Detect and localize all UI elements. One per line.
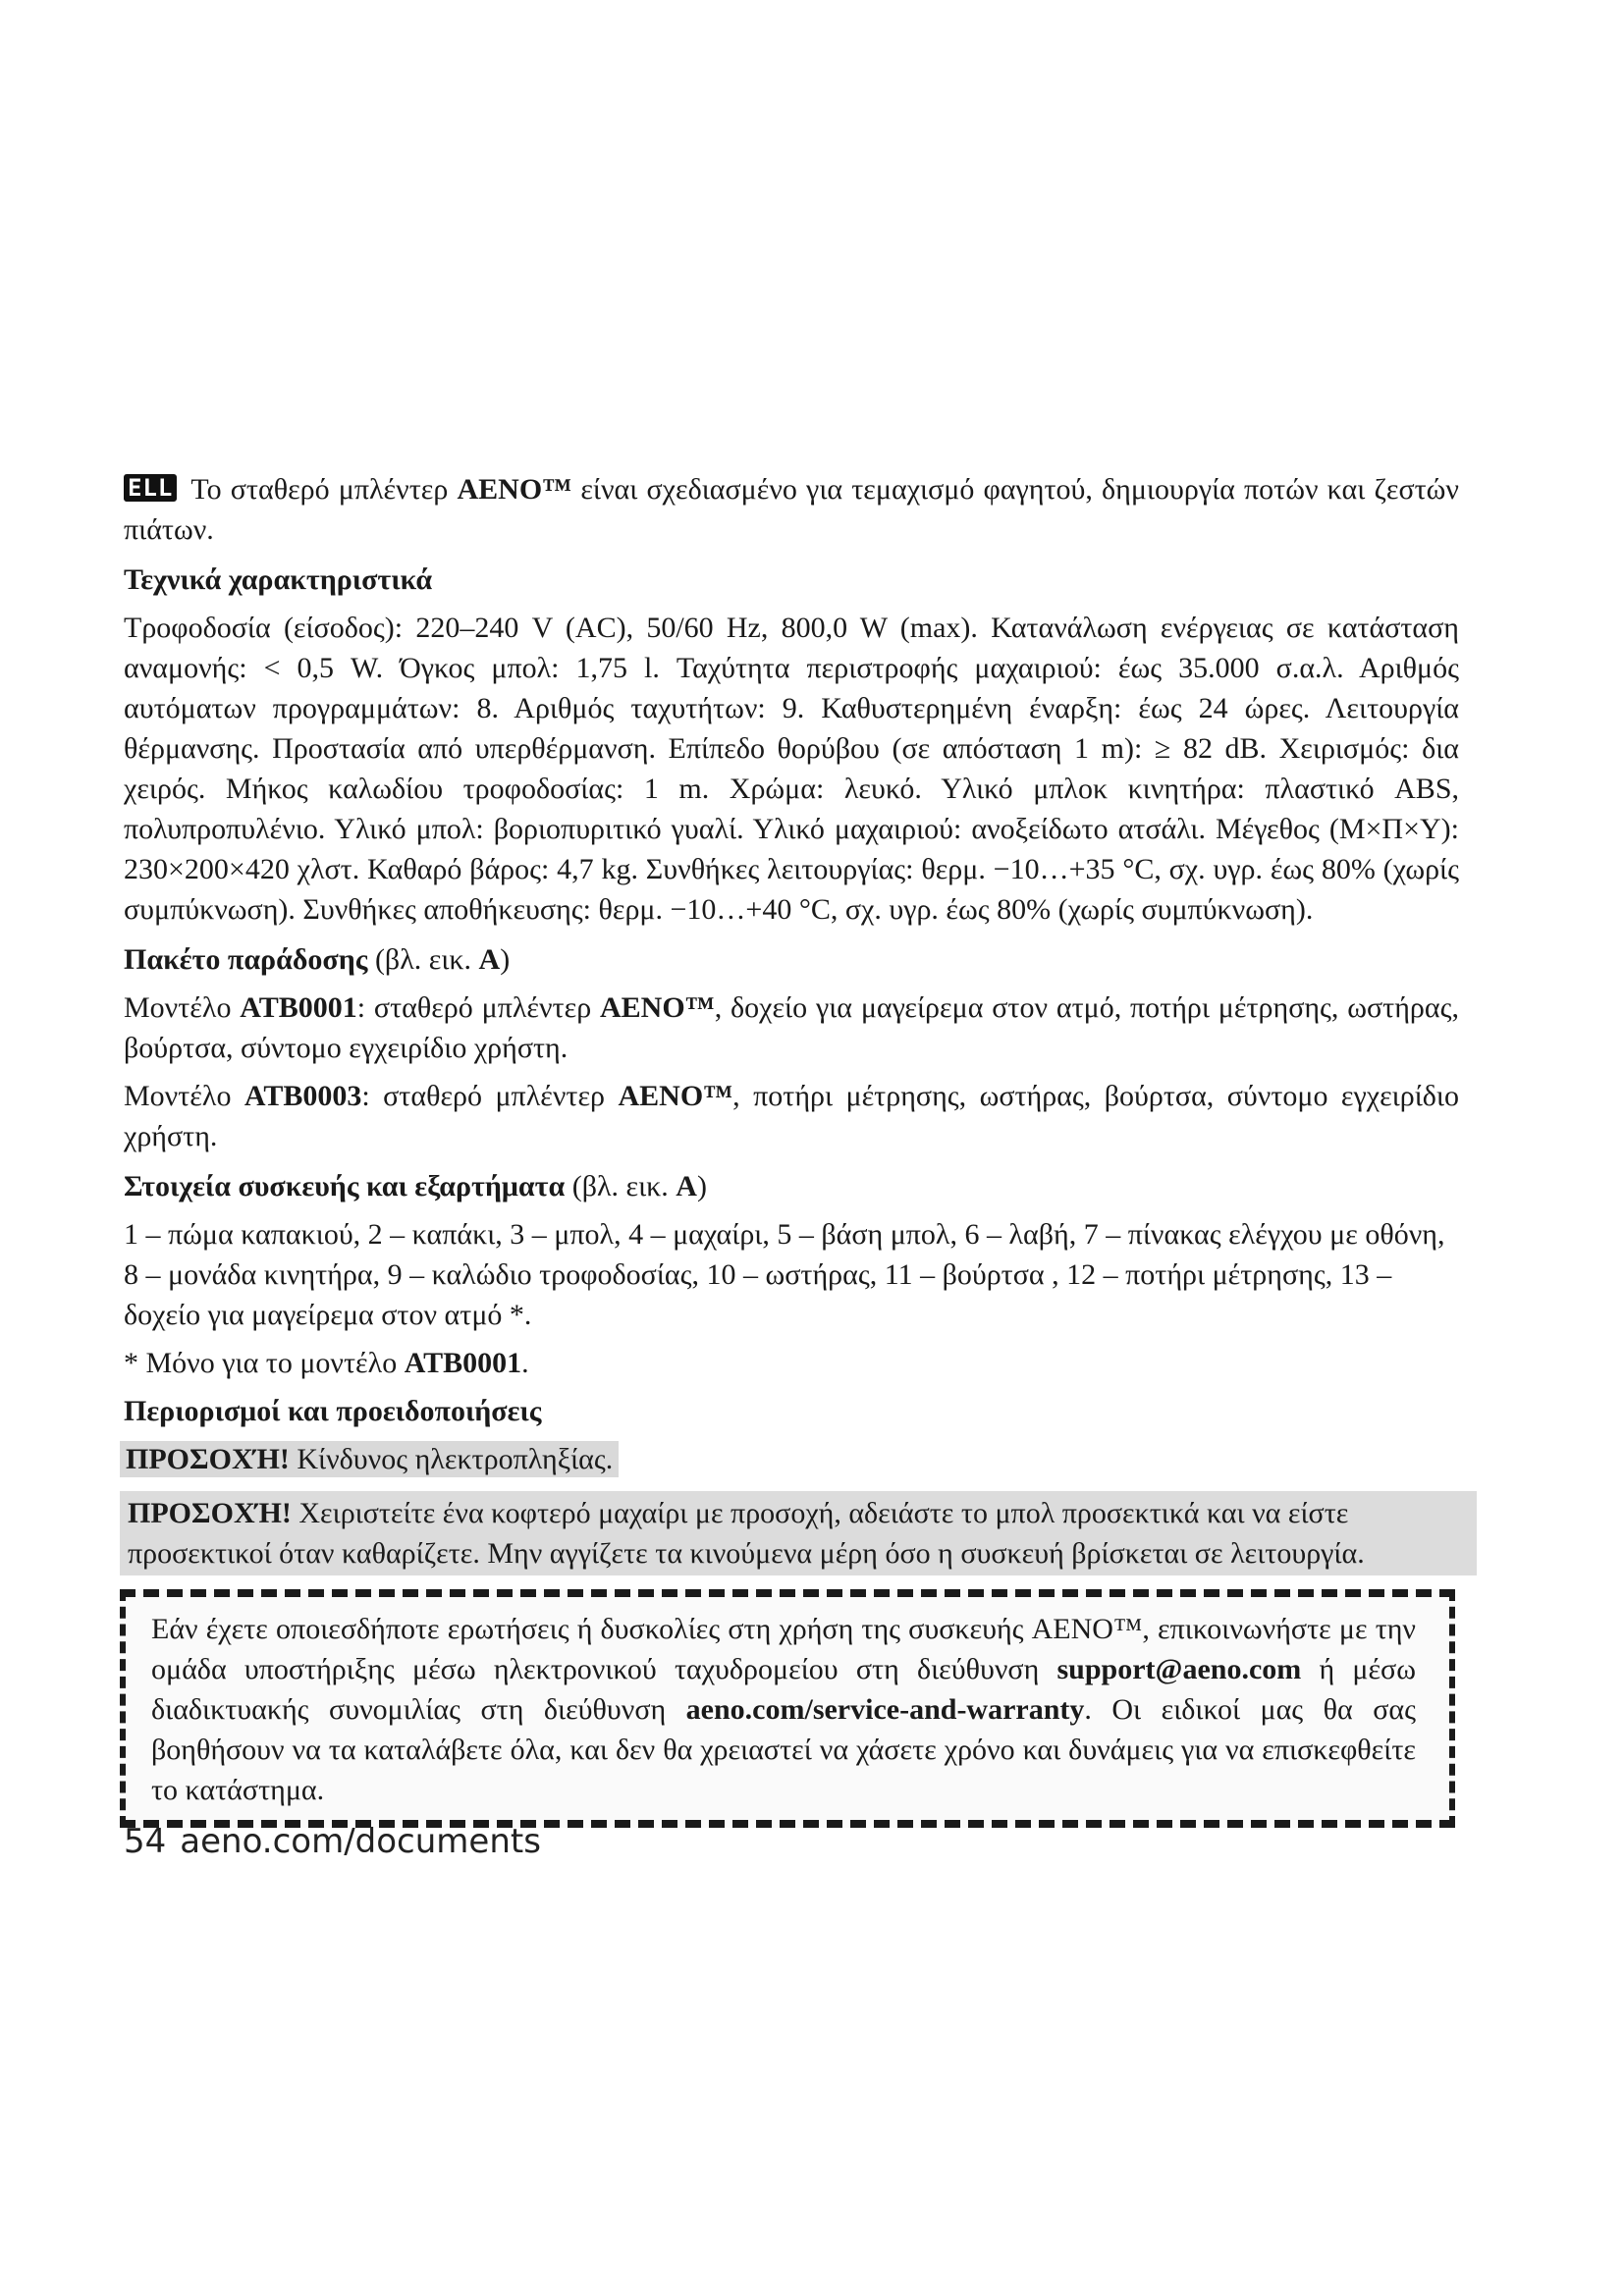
warning-2-label: ΠΡΟΣΟΧΉ! [128, 1497, 292, 1529]
parts-note [124, 1343, 1459, 1383]
warning-1-shade [120, 1441, 619, 1477]
model-1-text: , δοχείο για μαγείρεμα στον ατμό, ποτήρι μέτρησης, ωστήρας, βούρτσα, σύντομο εγχειρίδιο χρήστη. [124, 991, 1459, 1064]
package-ref: (βλ. εικ. [367, 943, 479, 976]
model-2-text: , ποτήρι μέτρησης, ωστήρας, βούρτσα, σύντομο εγχειρίδιο χρήστη. [124, 1080, 1459, 1152]
page-number: 54 [124, 1822, 167, 1861]
warning-2 [120, 1491, 1477, 1575]
parts-list: 1 – πώμα καπακιού, 2 – καπάκι, 3 – μπολ, 4 – μαχαίρι, 5 – βάση μπολ, 6 – λαβή, 7 – πίνακας ελέγχου με οθόνη, 8 – μονάδα κινητήρα, 9 – καλώδιο τροφοδοσίας, 10 – ωστήρας, 11 – βούρτσα , 12 – ποτήρι μέτρησης, 13 – δοχείο για μαγείρεμα στον ατμό *. [124, 1218, 1445, 1331]
package-heading-line [124, 939, 1459, 980]
model-2-prefix: Μοντέλο [124, 1080, 244, 1112]
parts-ref-fig: A [676, 1170, 697, 1202]
manual-page [124, 469, 1459, 1828]
specs-text: Τροφοδοσία (είσοδος): 220–240 V (AC), 50/60 Hz, 800,0 W (max). Κατανάλωση ενέργειας σε κατάσταση αναμονής: < 0,5 W. Όγκος μπολ: 1,75 l. Ταχύτητα περιστροφής μαχαιριού: έως 35.000 σ.α.λ. Αριθμός αυτόματων προγραμμάτων: 8. Αριθμός ταχυτήτων: 9. Καθυστερημένη έναρξη: έως 24 ώρες. Λειτουργία θέρμανσης. Προστασία από υπερθέρμανση. Επίπεδο θορύβου (σε απόσταση 1 m): ≥ 82 dB. Χειρισμός: δια χειρός. Μήκος καλωδίου τροφοδοσίας: 1 m. Χρώμα: λευκό. Υλικό μπλοκ κινητήρα: πλαστικό ABS, πολυπροπυλένιο. Υλικό μπολ: βοριοπυριτικό γυαλί. Υλικό μαχαιριού: ανοξείδωτο ατσάλι. Μέγεθος (Μ×Π×Υ): 230×200×420 χλστ. Καθαρό βάρος: 4,7 kg. Συνθήκες λειτουργίας: θερμ. −10…+35 °C, σχ. υγρ. έως 80% (χωρίς συμπύκνωση). Συνθήκες αποθήκευσης: θερμ. −10…+40 °C, σχ. υγρ. έως 80% (χωρίς συμπύκνωση). [124, 612, 1459, 926]
specs-heading: Τεχνικά χαρακτηριστικά [124, 563, 433, 596]
model-2-brand: AENO™ [618, 1080, 733, 1112]
page-footer [124, 1822, 555, 1861]
model-1-mid: : σταθερό μπλέντερ [356, 991, 600, 1024]
footer-site-link[interactable]: aeno.com/documents [180, 1822, 541, 1861]
intro-paragraph [124, 469, 1459, 550]
parts-heading-line [124, 1166, 1459, 1206]
parts-ref: (βλ. εικ. [565, 1170, 677, 1202]
model-1-brand: AENO™ [600, 991, 715, 1024]
language-badge: ELL [124, 474, 177, 502]
model-2-mid: : σταθερό μπλέντερ [361, 1080, 619, 1112]
model-2-code: ATB0003 [244, 1080, 362, 1112]
warning-2-text: Χειριστείτε ένα κοφτερό μαχαίρι με προσοχή, αδειάστε το μπολ προσεκτικά και να είστε προσεκτικοί όταν καθαρίζετε. Μην αγγίζετε τα κινούμενα μέρη όσο η συσκευή βρίσκεται σε λειτουργία. [128, 1497, 1365, 1570]
parts-ref-end: ) [696, 1170, 707, 1202]
package-ref-fig: A [478, 943, 501, 976]
model-1-code: ATB0001 [240, 991, 357, 1024]
intro-text-2: είναι σχεδιασμένο για τεμαχισμό φαγητού, δημιουργία ποτών και ζεστών πιάτων. [124, 473, 1459, 546]
package-model-1 [124, 988, 1459, 1068]
support-text-1: Εάν έχετε οποιεσδήποτε ερωτήσεις ή δυσκολίες στη χρήση της συσκευής AENO™, επικοινωνήστε με την ομάδα υποστήριξης μέσω ηλεκτρονικού ταχυδρομείου στη διεύθυνση [151, 1613, 1416, 1685]
package-model-2 [124, 1076, 1459, 1156]
support-notice-box [120, 1589, 1455, 1828]
parts-heading: Στοιχεία συσκευής και εξαρτήματα [124, 1170, 566, 1202]
parts-note-prefix: * Μόνο για το μοντέλο [124, 1347, 405, 1379]
package-heading: Πακέτο παράδοσης [124, 943, 368, 976]
support-url-link[interactable]: aeno.com/service-and-warranty [685, 1693, 1085, 1726]
intro-brand: AENO™ [457, 473, 572, 506]
support-email-link[interactable]: support@aeno.com [1056, 1653, 1302, 1685]
package-ref-end: ) [500, 943, 511, 976]
warning-1-text: Κίνδυνος ηλεκτροπληξίας. [289, 1443, 614, 1475]
intro-text-1: Το σταθερό μπλέντερ [190, 473, 458, 506]
parts-note-model: ATB0001 [404, 1347, 522, 1379]
warnings-heading: Περιορισμοί και προειδοποιήσεις [124, 1395, 542, 1427]
model-1-prefix: Μοντέλο [124, 991, 241, 1024]
warning-1 [124, 1439, 1459, 1479]
support-text-3: . Οι ειδικοί μας θα σας βοηθήσουν να τα καταλάβετε όλα, και δεν θα χρειαστεί να χάσετε χρόνο και δυνάμεις για να επισκεφθείτε το κατάστημα. [151, 1693, 1416, 1806]
support-text-2: ή μέσω διαδικτυακής συνομιλίας στη διεύθυνση [151, 1653, 1416, 1726]
parts-note-end: . [521, 1347, 529, 1379]
warning-1-label: ΠΡΟΣΟΧΉ! [126, 1443, 290, 1475]
